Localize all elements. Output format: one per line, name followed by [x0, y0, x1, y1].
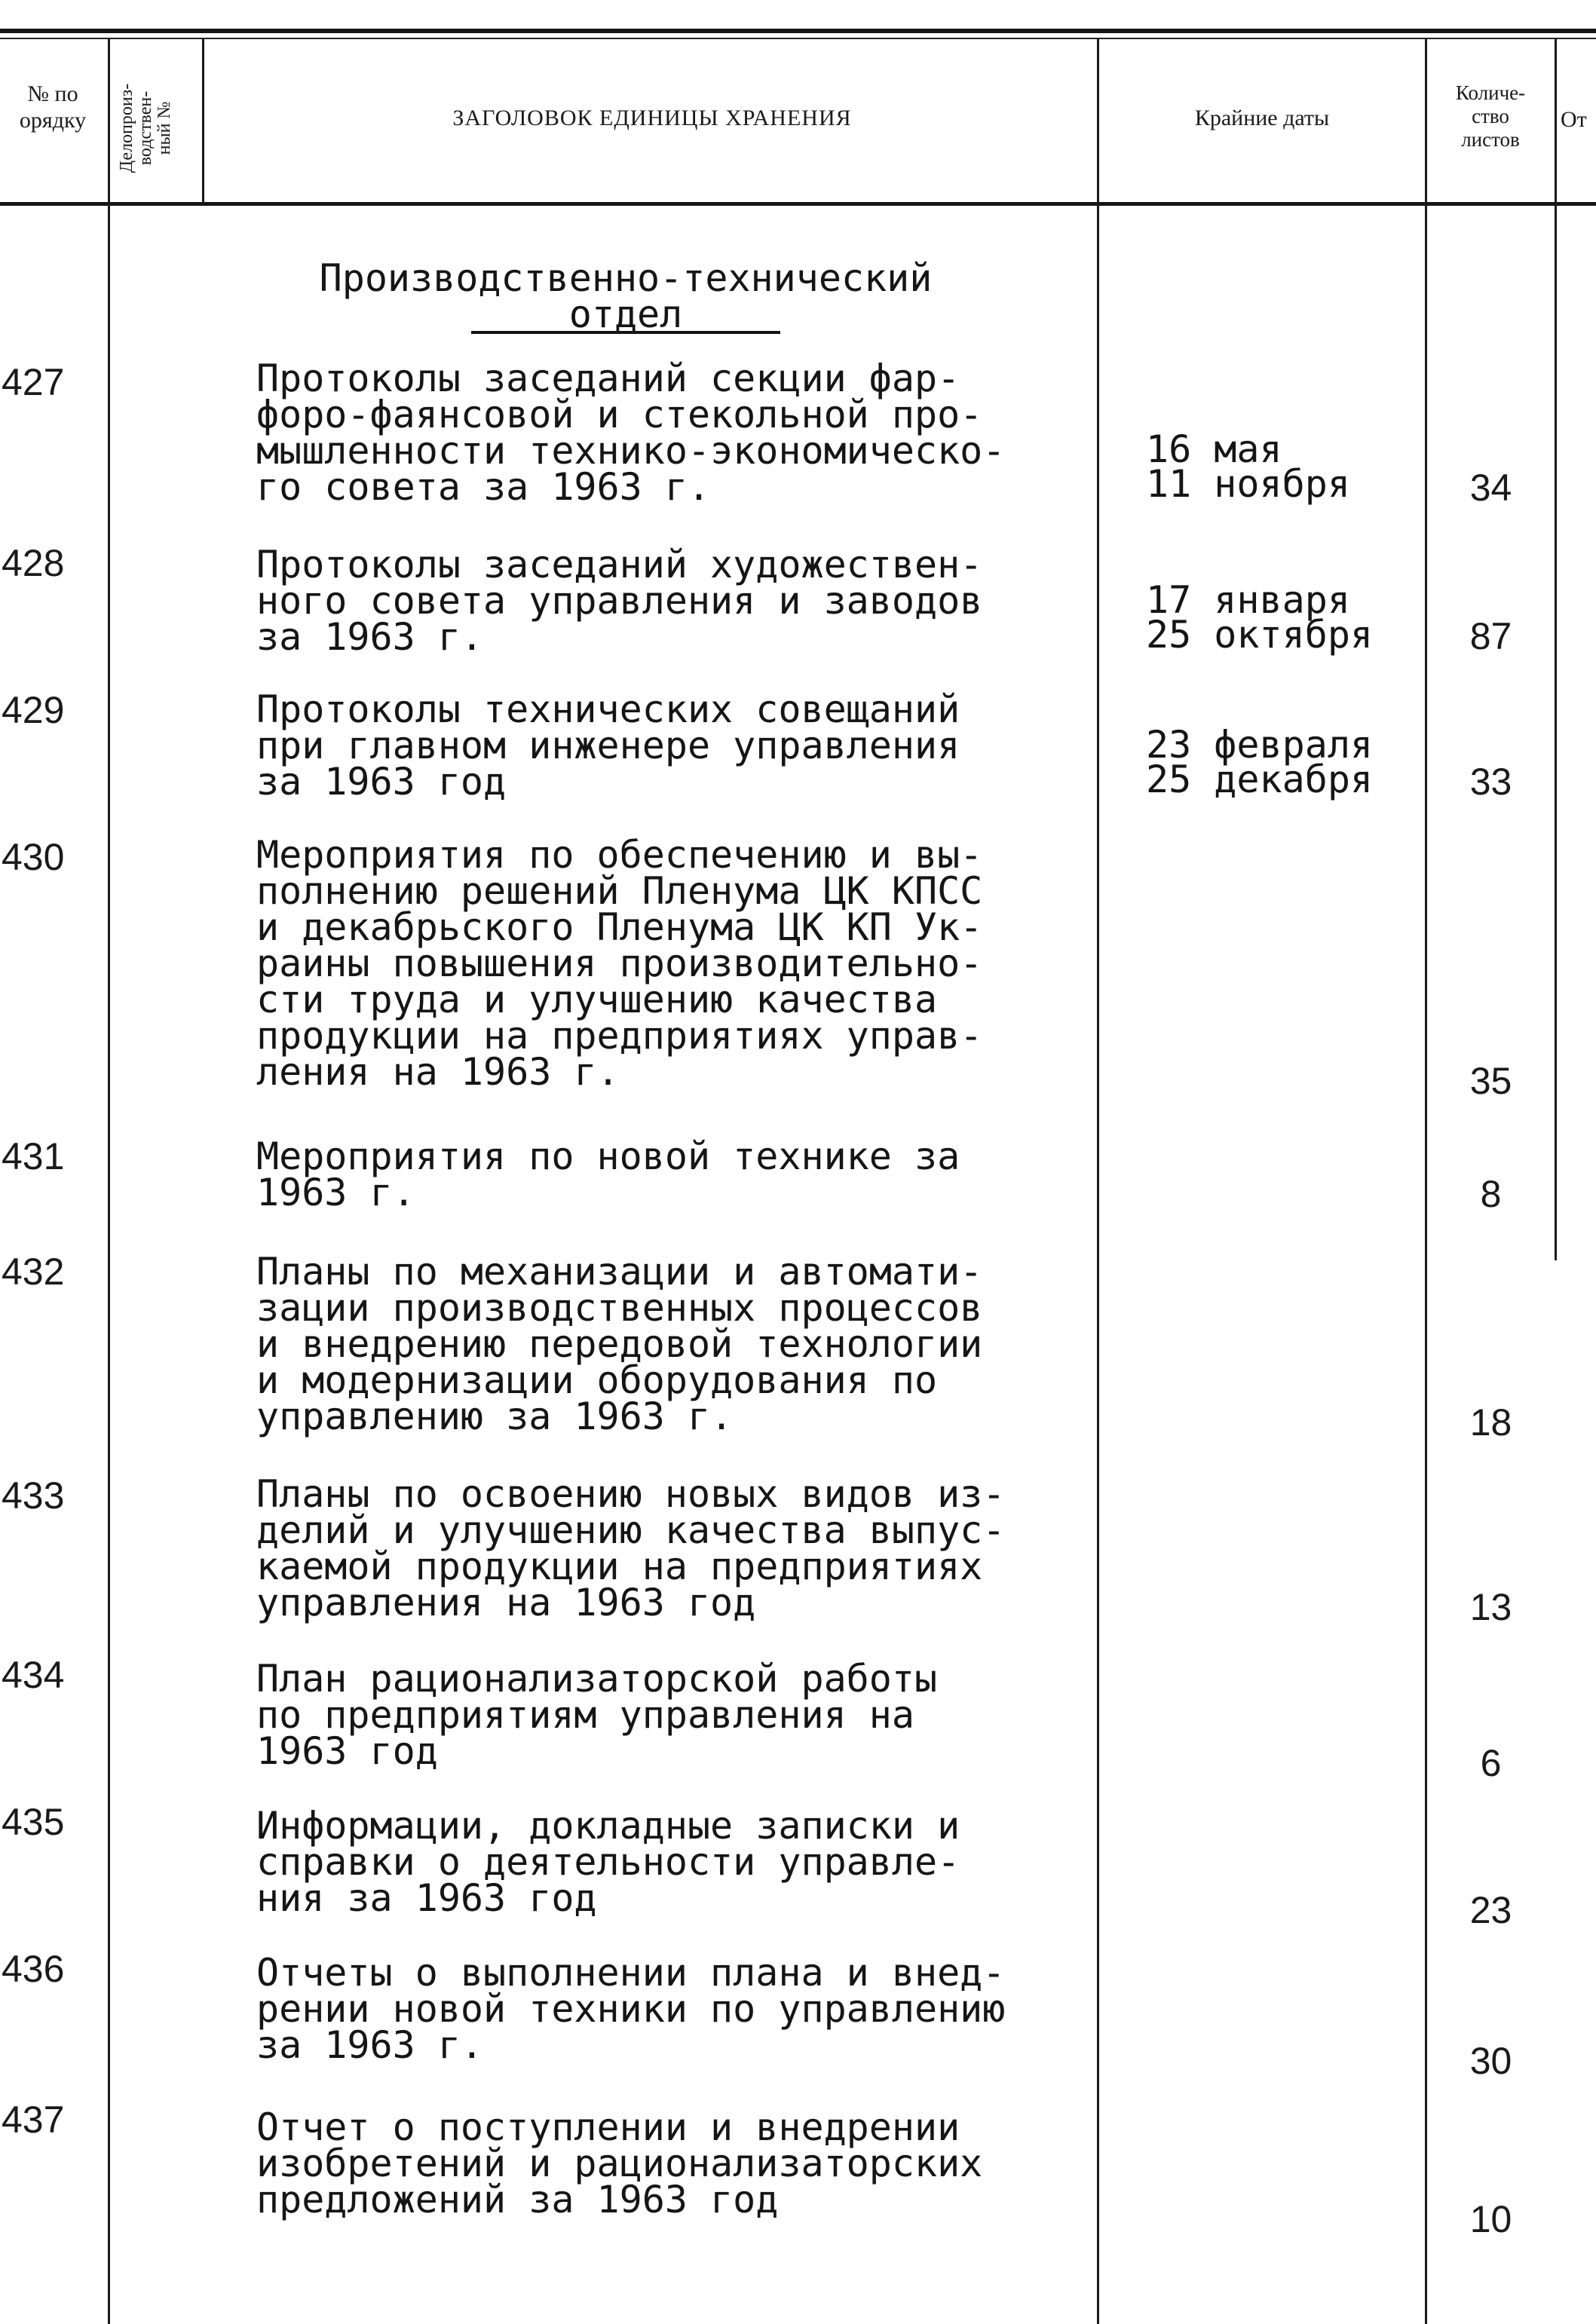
row-number: 434 [2, 1654, 65, 1696]
top-rule-thin [0, 38, 1596, 39]
header-number: № по орядку [19, 81, 87, 133]
row-number: 436 [2, 1948, 65, 1990]
row-sheets: 8 [1480, 1173, 1502, 1215]
col-divider-1 [108, 39, 110, 2324]
row-number: 427 [2, 361, 65, 403]
row-dates: 23 февраля 25 декабря [1146, 723, 1374, 801]
row-title: Планы по механизации и автомати- зации производственных процессов и внедрению передовой технологии и модернизации оборудования по управлению за 1963 г. [256, 1250, 983, 1438]
row-title: Протоколы заседаний секции фар- форо-фаянсовой и стекольной про- мышленности технико-экономическо- го совета за 1963 г. [256, 357, 1006, 509]
row-number: 429 [2, 689, 65, 731]
col-divider-2 [202, 39, 204, 205]
header-office-number: Делопроиз- водствен- ный № [117, 83, 175, 173]
col-divider-4 [1425, 39, 1427, 2324]
col-divider-5 [1555, 39, 1557, 1260]
row-sheets: 34 [1469, 467, 1512, 509]
row-sheets: 13 [1469, 1586, 1512, 1628]
row-sheets: 18 [1469, 1401, 1512, 1444]
header-dates: Крайние даты [1194, 106, 1330, 130]
section-heading-line1: Производственно-технический [319, 256, 933, 300]
row-dates: 17 января 25 октября [1146, 578, 1374, 657]
row-number: 428 [2, 542, 65, 584]
header-sheets: Количе- ство листов [1455, 81, 1526, 152]
row-dates: 16 мая 11 ноября [1146, 427, 1350, 506]
row-sheets: 33 [1469, 761, 1512, 803]
header-rule [0, 202, 1596, 206]
row-number: 431 [2, 1135, 65, 1177]
row-title: Планы по освоению новых видов из- делий и улучшению качества выпус- каемой продукции на предприятиях управления на 1963 год [256, 1472, 1006, 1624]
header-extra: От [1561, 107, 1587, 132]
row-title: Протоколы заседаний художествен- ного совета управления и заводов за 1963 г. [256, 543, 983, 659]
row-number: 433 [2, 1474, 65, 1517]
section-heading-line2: отдел [471, 298, 781, 334]
row-title: Отчеты о выполнении плана и внед- рении новой техники по управлению за 1963 г. [256, 1951, 1006, 2067]
row-title: Отчет о поступлении и внедрении изобретений и рационализаторских предложений за 1963 год [256, 2105, 983, 2221]
top-rule [0, 29, 1596, 33]
row-title: Информации, докладные записки и справки о деятельности управле- ния за 1963 год [256, 1804, 960, 1920]
row-sheets: 10 [1469, 2198, 1512, 2240]
row-sheets: 87 [1469, 615, 1512, 657]
row-number: 435 [2, 1801, 65, 1843]
section-heading [249, 256, 1003, 336]
row-title: Мероприятия по обеспечению и вы- полнению решений Пленума ЦК КПСС и декабрьского Пленума ЦК КП Ук- раины повышения производительно- сти труда и улучшению качества продукции на предприятиях управ- ления на 1963 г. [256, 833, 983, 1094]
header-title: ЗАГОЛОВОК ЕДИНИЦЫ ХРАНЕНИЯ [452, 106, 852, 130]
row-sheets: 30 [1469, 2040, 1512, 2082]
row-number: 437 [2, 2099, 65, 2141]
row-sheets: 23 [1469, 1889, 1512, 1931]
row-number: 430 [2, 836, 65, 878]
row-title: Протоколы технических совещаний при главном инженере управления за 1963 год [256, 687, 960, 804]
row-number: 432 [2, 1251, 65, 1293]
row-title: План рационализаторской работы по предприятиям управления на 1963 год [256, 1657, 938, 1773]
row-title: Мероприятия по новой технике за 1963 г. [256, 1134, 960, 1214]
row-sheets: 35 [1469, 1060, 1512, 1102]
row-sheets: 6 [1480, 1742, 1502, 1784]
